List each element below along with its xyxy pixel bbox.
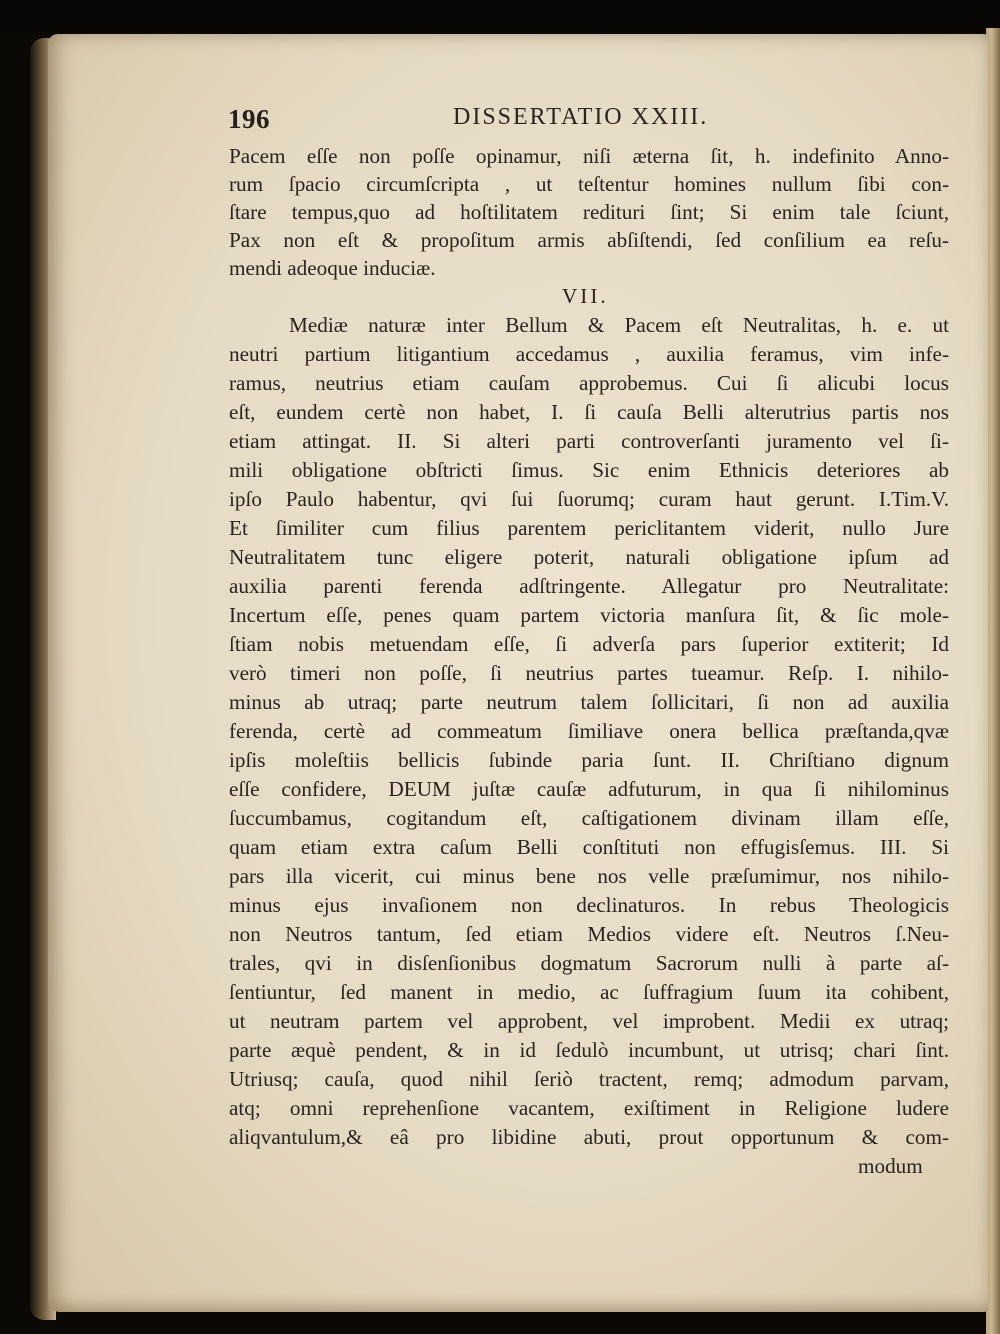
page-edge-right bbox=[986, 28, 1000, 1334]
text-line: ipſis moleſtiis bellicis ſubinde paria ſunt. II. Chriſtiano dignum bbox=[229, 748, 949, 772]
text-line: ut neutram partem vel approbent, vel improbent. Medii ex utraq; bbox=[229, 1009, 949, 1033]
text-line: Pacem eſſe non poſſe opinamur, niſi æterna ſit, h. indefinito Anno- bbox=[229, 144, 949, 168]
running-head: DISSERTATIO XXIII. bbox=[453, 104, 709, 130]
text-line: neutri partium litigantium accedamus , auxilia feramus, vim infe- bbox=[229, 342, 949, 366]
text-line: minus ab utraq; parte neutrum talem ſollicitari, ſi non ad auxilia bbox=[229, 690, 949, 714]
text-line: trales, qvi in disſenſionibus dogmatum Sacrorum nulli à parte aſ- bbox=[229, 951, 949, 975]
text-line: eſt, eundem certè non habet, I. ſi cauſa Belli alterutrius partis nos bbox=[229, 400, 949, 424]
text-line: ſtare tempus,quo ad hoſtilitatem redituri ſint; Si enim tale ſciunt, bbox=[229, 200, 949, 224]
text-line: mili obligatione obſtricti ſimus. Sic enim Ethnicis deteriores ab bbox=[229, 458, 949, 482]
text-line: parte æquè pendent, & in id ſedulò incumbunt, ut utrisq; chari ſint. bbox=[229, 1038, 949, 1062]
text-line: ſuccumbamus, cogitandum eſt, caſtigationem divinam illam eſſe, bbox=[229, 806, 949, 830]
text-line: minus ejus invaſionem non declinaturos. In rebus Theologicis bbox=[229, 893, 949, 917]
text-line: atq; omni reprehenſione vacantem, exiſtiment in Religione ludere bbox=[229, 1096, 949, 1120]
text-line: eſſe confidere, DEUM juſtæ cauſæ adfuturum, in qua ſi nihilominus bbox=[229, 777, 949, 801]
text-line: ſentiuntur, ſed manent in medio, ac ſuffragium ſuum ita cohibent, bbox=[229, 980, 949, 1004]
scan-top-border bbox=[0, 0, 1000, 32]
text-line: auxilia parenti ferenda adſtringente. Allegatur pro Neutralitate: bbox=[229, 574, 949, 598]
text-line: Mediæ naturæ inter Bellum & Pacem eſt Neutralitas, h. e. ut bbox=[289, 313, 949, 337]
text-line: quam etiam extra caſum Belli conſtituti non effugisſemus. III. Si bbox=[229, 835, 949, 859]
text-line: ramus, neutrius etiam cauſam approbemus. Cui ſi alicubi locus bbox=[229, 371, 949, 395]
text-line: ſtiam nobis metuendam eſſe, ſi adverſa pars ſuperior extiterit; Id bbox=[229, 632, 949, 656]
page-number: 196 bbox=[228, 104, 270, 134]
text-line: rum ſpacio circumſcripta , ut teſtentur homines nullum ſibi con- bbox=[229, 172, 949, 196]
text-line: Pax non eſt & propoſitum armis abſiſtendi, ſed conſilium ea reſu- bbox=[229, 228, 949, 252]
section-number: VII. bbox=[562, 284, 609, 308]
text-line: Utriusq; cauſa, quod nihil ſeriò tractent, remq; admodum parvam, bbox=[229, 1067, 949, 1091]
text-line: non Neutros tantum, ſed etiam Medios videre eſt. Neutros ſ.Neu- bbox=[229, 922, 949, 946]
text-line: aliqvantulum,& eâ pro libidine abuti, prout opportunum & com- bbox=[229, 1125, 949, 1149]
page-header bbox=[228, 104, 968, 144]
text-line: verò timeri non poſſe, ſi neutrius partes tueamur. Reſp. I. nihilo- bbox=[229, 661, 949, 685]
text-line: mendi adeoque induciæ. bbox=[229, 256, 436, 280]
text-line: etiam attingat. II. Si alteri parti controverſanti juramento vel ſi- bbox=[229, 429, 949, 453]
text-line: ferenda, certè ad commeatum ſimiliave onera bellica præſtanda,qvæ bbox=[229, 719, 949, 743]
text-line: Incertum eſſe, penes quam partem victoria manſura ſit, & ſic mole- bbox=[229, 603, 949, 627]
text-line: pars illa vicerit, cui minus bene nos velle præſumimur, nos nihilo- bbox=[229, 864, 949, 888]
catchword: modum bbox=[858, 1154, 923, 1178]
text-line: Neutralitatem tunc eligere poterit, naturali obligatione ipſum ad bbox=[229, 545, 949, 569]
text-line: ipſo Paulo habentur, qvi ſui ſuorumq; curam haut gerunt. I.Tim.V. bbox=[229, 487, 949, 511]
text-line: Et ſimiliter cum filius parentem periclitantem viderit, nullo Jure bbox=[229, 516, 949, 540]
